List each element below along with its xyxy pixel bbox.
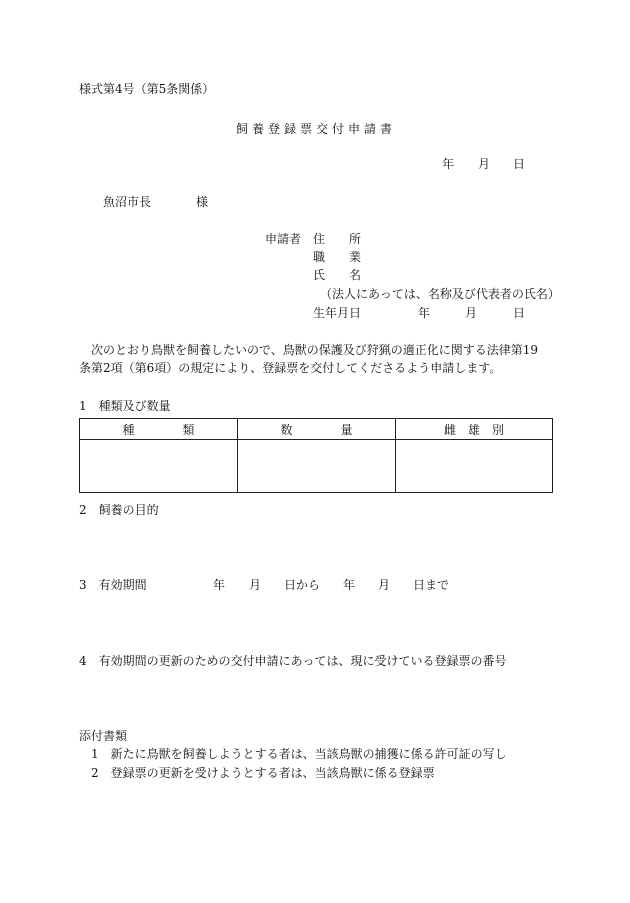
addressee-name: 魚沼市長 — [103, 195, 152, 209]
period-to-year: 年 — [343, 578, 356, 592]
section-1-heading: 1 種類及び数量 — [79, 399, 171, 413]
birth-month-label: 月 — [465, 306, 478, 320]
applicant-label: 申請者 — [265, 232, 302, 246]
quantity-cell[interactable] — [238, 440, 396, 493]
period-from-day: 日から — [284, 578, 321, 592]
period-to-month: 月 — [378, 578, 391, 592]
date-month-label: 月 — [478, 157, 491, 171]
birth-year-label: 年 — [418, 306, 431, 320]
name-label: 氏 名 — [313, 268, 362, 282]
statement-line-1: 次のとおり鳥獣を飼養したいので、鳥獣の保護及び狩猟の適正化に関する法律第19 — [91, 343, 539, 357]
attachment-item: 1 新たに鳥獣を飼養しようとする者は、当該鳥獣の捕獲に係る許可証の写し — [91, 747, 507, 761]
address-label: 住 所 — [313, 232, 362, 246]
column-header-sex: 雌 雄 別 — [396, 419, 553, 440]
period-to-day: 日まで — [413, 578, 450, 592]
addressee-honorific: 様 — [196, 195, 209, 209]
date-day-label: 日 — [513, 157, 526, 171]
species-cell[interactable] — [80, 440, 238, 493]
period-from-year: 年 — [213, 578, 226, 592]
statement-line-2: 条第2項（第6項）の規定により、登録票を交付してくださるよう申請します。 — [79, 361, 502, 375]
birthdate-label: 生年月日 — [313, 306, 362, 320]
section-4-heading: 4 有効期間の更新のための交付申請にあっては、現に受けている登録票の番号 — [79, 654, 507, 668]
period-from-month: 月 — [249, 578, 262, 592]
column-header-quantity: 数 量 — [238, 419, 396, 440]
date-year-label: 年 — [442, 157, 455, 171]
form-number: 様式第4号（第5条関係） — [79, 82, 215, 96]
corporation-note: （法人にあっては、名称及び代表者の氏名） — [320, 287, 560, 301]
table-header-row — [80, 419, 553, 440]
birth-day-label: 日 — [513, 306, 526, 320]
section-3-heading: 3 有効期間 — [79, 578, 147, 592]
occupation-label: 職 業 — [313, 250, 362, 264]
table-row — [80, 440, 553, 493]
sex-cell[interactable] — [396, 440, 553, 493]
column-header-species: 種 類 — [80, 419, 238, 440]
attachment-item: 2 登録票の更新を受けようとする者は、当該鳥獣に係る登録票 — [91, 766, 435, 780]
attachments-heading: 添付書類 — [79, 729, 128, 743]
species-quantity-table — [79, 418, 553, 493]
section-2-heading: 2 飼養の目的 — [79, 503, 159, 517]
page-title: 飼養登録票交付申請書 — [236, 122, 397, 136]
